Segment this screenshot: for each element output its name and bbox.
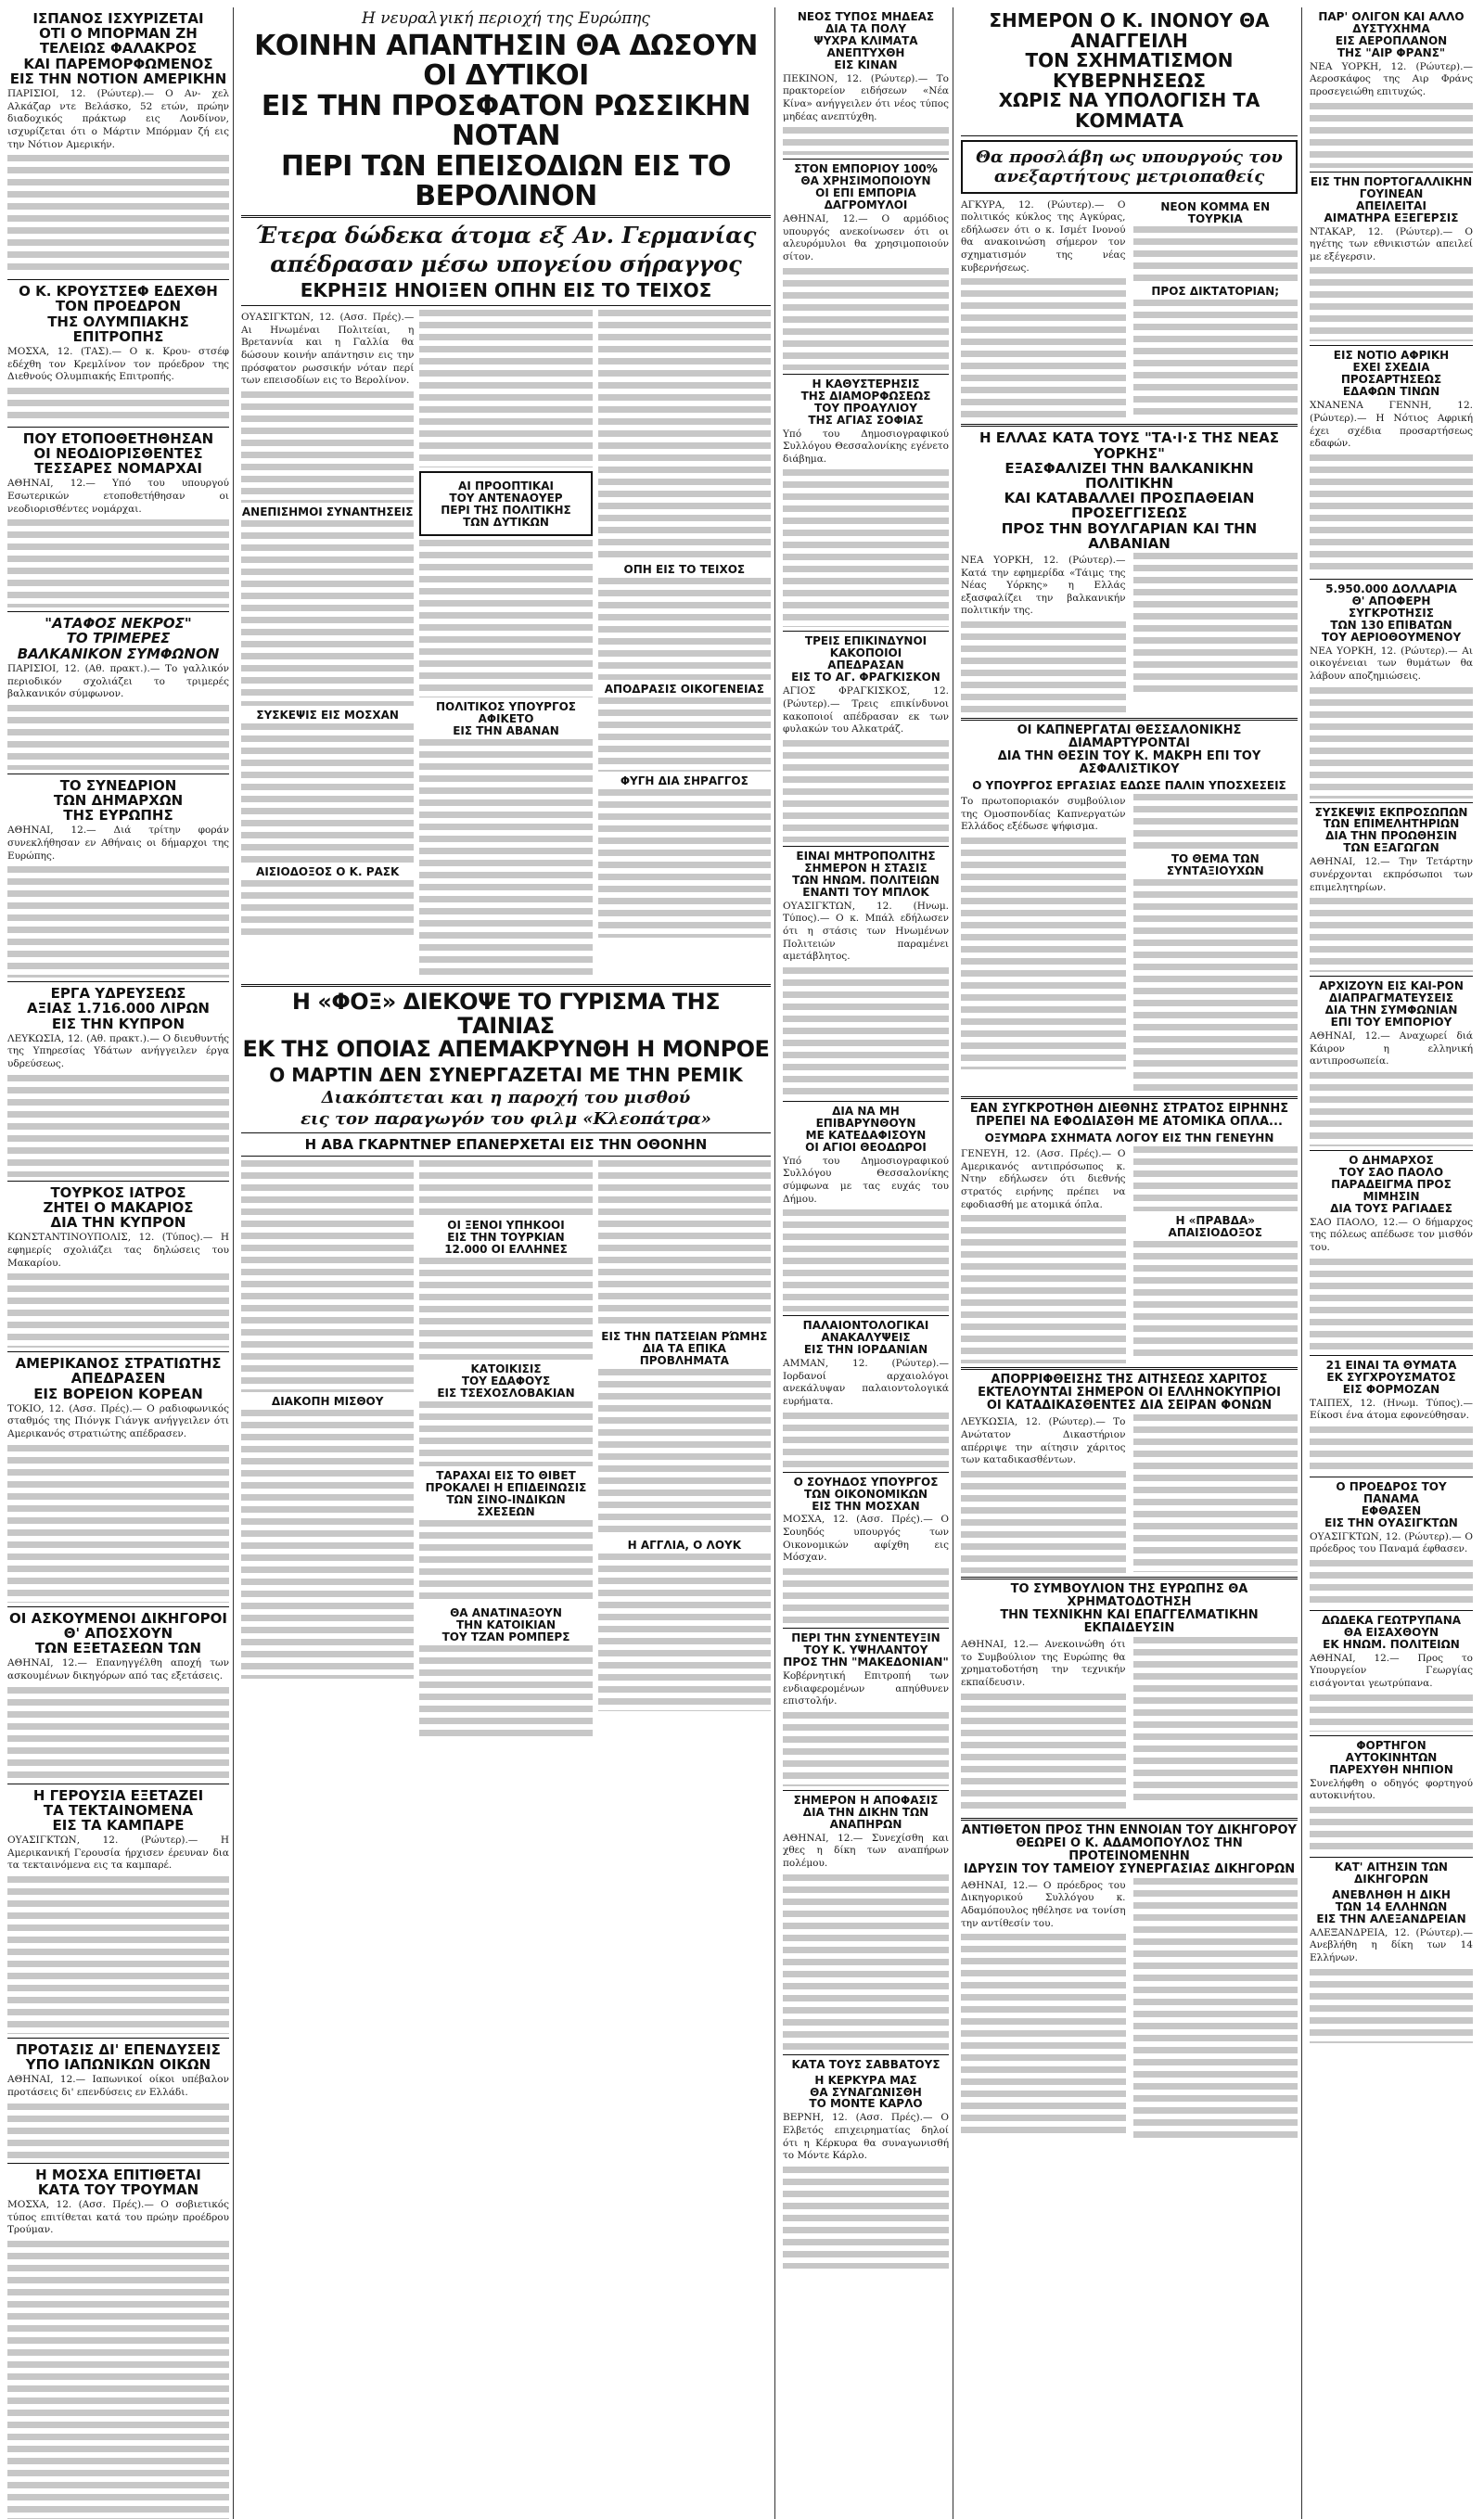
subhead-adenauer: ΑΙ ΠΡΟΟΠΤΙΚΑΙ ΤΟΥ ΑΝΤΕΝΑΟΥΕΡ ΠΕΡΙ ΤΗΣ ΠΟΛΙΤΙΚΗΣ ΤΩΝ ΔΥΤΙΚΩΝ bbox=[441, 479, 571, 529]
text-block bbox=[7, 1687, 229, 1780]
kicker: Η νευραλγική περιοχή της Ευρώπης bbox=[362, 9, 650, 28]
text-block bbox=[1310, 1969, 1473, 2043]
headline-nomarchs: ΠΟΥ ΕΤΟΠΟΘΕΤΗΘΗΣΑΝ ΟΙ ΝΕΟΔΙΟΡΙΣΘΕΝΤΕΣ ΤΕΣΣΑΡΕΣ ΝΟΜΑΡΧΑΙ bbox=[22, 429, 214, 478]
subhead-england: Η ΑΓΓΛΙΑ, Ο ΛΟΥΚ bbox=[627, 1538, 742, 1552]
article-compensation: ΝΕΑ ΥΟΡΚΗ, 12. (Ρώυτερ).— Αι οικογένειαι των θυμάτων θα λάβουν αποζημιώσεις. bbox=[1310, 645, 1473, 682]
article-cairo: ΑΘΗΝΑΙ, 12.— Αναχωρεί διά Κάιρον η ελληνική αντιπροσωπεία. bbox=[1310, 1030, 1473, 1068]
text-block bbox=[7, 388, 229, 423]
headline-cairo: ΑΡΧΙΖΟΥΝ ΕΙΣ ΚΑΙ-ΡΟΝ ΔΙΑΠΡΑΓΜΑΤΕΥΣΕΙΣ ΔΙΑ ΤΗΝ ΣΥΜΦΩΝΙΑΝ ΕΠΙ ΤΟΥ ΕΜΠΟΡΙΟΥ bbox=[1319, 979, 1464, 1029]
text-block bbox=[783, 1712, 949, 1786]
main-headline-berlin: ΚΟΙΝΗΝ ΑΠΑΝΤΗΣΙΝ ΘΑ ΔΩΣΟΥΝ ΟΙ ΔΥΤΙΚΟΙ ΕΙΣ ΤΗΝ ΠΡΟΣΦΑΤΟΝ ΡΩΣΣΙΚΗΝ ΝΟΤΑΝ ΠΕΡΙ ΤΩΝ ΕΠΕΙΣΟΔΙΩΝ ΕΙΣ ΤΟ ΒΕΡΟΛΙΝΟΝ bbox=[254, 30, 758, 212]
article-lawyers: ΑΘΗΝΑΙ, 12.— Επανηγγέλθη αποχή των ασκουμένων δικηγόρων από τας εξετάσεις. bbox=[7, 1657, 229, 1681]
text-block bbox=[7, 2103, 229, 2159]
headline-fox-film: Η «ΦΟΞ» ΔΙΕΚΟΨΕ ΤΟ ΓΥΡΙΣΜΑ ΤΗΣ ΤΑΙΝΙΑΣ ΕΚ ΤΗΣ ΟΠΟΙΑΣ ΑΠΕΜΑΚΡΥΝΘΗ Η ΜΟΝΡΟΕ bbox=[242, 988, 770, 1063]
headline-agia-sofia: Η ΚΑΘΥΣΤΕΡΗΣΙΣ ΤΗΣ ΔΙΑΜΟΡΦΩΣΕΩΣ ΤΟΥ ΠΡΟΑΥΛΙΟΥ ΤΗΣ ΑΓΙΑΣ ΣΟΦΙΑΣ bbox=[800, 377, 931, 427]
headline-air-france: ΠΑΡ' ΟΛΙΓΟΝ ΚΑΙ ΑΛΛΟ ΔΥΣΤΥΧΗΜΑ ΕΙΣ ΑΕΡΟΠΛΑΝΟΝ ΤΗΣ "ΑΙΡ ΦΡΑΝΣ" bbox=[1318, 10, 1465, 59]
text-block bbox=[419, 310, 592, 467]
column-1 bbox=[7, 7, 234, 2519]
headline-lawyers: ΟΙ ΑΣΚΟΥΜΕΝΟΙ ΔΙΚΗΓΟΡΟΙ Θ' ΑΠΟΣΧΟΥΝ ΤΩΝ ΕΞΕΤΑΣΕΩΝ ΤΩΝ bbox=[9, 1609, 227, 1657]
subhead-tunnel: απέδρασαν μέσω υπογείου σήραγγος bbox=[270, 250, 742, 278]
headline-greece-balkan: Η ΕΛΛΑΣ ΚΑΤΑ ΤΟΥΣ "ΤΑ·Ι·Σ ΤΗΣ ΝΕΑΣ ΥΟΡΚΗΣ" ΕΞΑΣΦΑΛΙΖΕΙ ΤΗΝ ΒΑΛΚΑΝΙΚΗΝ ΠΟΛΙΤΙΚΗΝ ΚΑΙ ΚΑΤΑΒΑΛΛΕΙ ΠΡΟΣΠΑΘΕΙΑΝ ΠΡΟΣΕΓΓΙΣΕΩΣ ΠΡΟΣ ΤΗΝ ΒΟΥΛΓΑΡΙΑΝ ΚΑΙ ΤΗΝ ΑΛΒΑΝΙΑΝ bbox=[979, 429, 1279, 552]
article-tobacco: Το πρωτοποριακόν συμβούλιον της Ομοσπονδίας Καπνεργατών Ελλάδος εξέδωσε ψήφισμα. bbox=[961, 796, 1126, 833]
text-block bbox=[783, 127, 949, 155]
article-us-bloc: ΟΥΑΣΙΓΚΤΩΝ, 12. (Ηνωμ. Τύπος).— Ο κ. Μπάλ εδήλωσεν ότι η στάσις των Ηνωμένων Πολιτειών παραμένει αμετάβλητος. bbox=[783, 900, 949, 963]
subhead-labor-minister: Ο ΥΠΟΥΡΓΟΣ ΕΡΓΑΣΙΑΣ ΕΔΩΣΕ ΠΑΛΙΝ ΥΠΟΣΧΕΣΕΙΣ bbox=[972, 779, 1286, 793]
article-cyprus-water: ΛΕΥΚΩΣΙΑ, 12. (Αθ. πρακτ.).— Ο διευθυντής της Υπηρεσίας Υδάτων ανήγγειλεν έργα υδρεύσεως. bbox=[7, 1032, 229, 1070]
headline-senate-cabaret: Η ΓΕΡΟΥΣΙΑ ΕΞΕΤΑΖΕΙ ΤΑ ΤΕΚΤΑΙΝΟΜΕΝΑ ΕΙΣ ΤΑ ΚΑΜΠΑΡΕ bbox=[32, 1786, 204, 1834]
newspaper-page bbox=[7, 7, 1477, 2236]
subhead-family-escape: ΑΠΟΔΡΑΣΙΣ ΟΙΚΟΓΕΝΕΙΑΣ bbox=[604, 682, 764, 696]
headline-corfu: Η ΚΕΡΚΥΡΑ ΜΑΣ ΘΑ ΣΥΝΑΓΩΝΙΣΘΗ ΤΟ ΜΟΝΤΕ ΚΑΡΛΟ bbox=[809, 2073, 923, 2111]
headline-tobacco-workers: ΟΙ ΚΑΠΝΕΡΓΑΤΑΙ ΘΕΣΣΑΛΟΝΙΚΗΣ ΔΙΑΜΑΡΤΥΡΟΝΤΑΙ ΔΙΑ ΤΗΝ ΘΕΣΙΝ ΤΟΥ Κ. ΜΑΚΡΗ ΕΠΙ ΤΟΥ ΑΣΦΑΛΙΣΤΙΚΟΥ bbox=[997, 723, 1261, 777]
subhead-new-party: ΝΕΟΝ ΚΟΜΜΑ ΕΝ ΤΟΥΡΚΙΑ bbox=[1160, 199, 1271, 225]
text-block bbox=[1310, 1072, 1473, 1146]
text-block bbox=[598, 1369, 771, 1536]
text-block bbox=[7, 155, 229, 275]
text-block bbox=[7, 866, 229, 978]
text-block bbox=[419, 1160, 592, 1216]
headline-ava-gardner: Η ΑΒΑ ΓΚΑΡΝΤΝΕΡ ΕΠΑΝΕΡΧΕΤΑΙ ΕΙΣ ΤΗΝ ΟΘΟΝΗΝ bbox=[304, 1135, 708, 1153]
text-block bbox=[1133, 553, 1298, 692]
article-mayors: ΑΘΗΝΑΙ, 12.— Διά τρίτην φοράν συνεκλήθησαν εν Αθήναις οι δήμαρχοι της Ευρώπης. bbox=[7, 825, 229, 862]
article-bormann: ΠΑΡΙΣΙΟΙ, 12. (Ρώυτερ).— Ο Αν- χελ Αλκάζαρ ντε Βελάσκο, 52 ετών, πρώην διαδοχικός πράκτωρ εις Λονδίνον, ισχυρίζεται ότι ο Μάρτιν Μπόρμαν ζή εις την Νότιον Αμερικήν. bbox=[7, 87, 229, 150]
text-block bbox=[1133, 879, 1298, 1093]
text-block bbox=[961, 1471, 1126, 1573]
headline-martin: Ο ΜΑΡΤΙΝ ΔΕΝ ΣΥΝΕΡΓΑΖΕΤΑΙ ΜΕ ΤΗΝ ΡΕΜΙΚ bbox=[269, 1064, 743, 1087]
headline-china-medea: ΝΕΟΣ ΤΥΠΟΣ ΜΗΔΕΑΣ ΔΙΑ ΤΑ ΠΟΛΥ ΨΥΧΡΑ ΚΛΙΜΑΤΑ ΑΝΕΠΤΥΧΘΗ ΕΙΣ ΚΙΝΑΝ bbox=[797, 10, 935, 71]
headline-chambers: ΣΥΣΚΕΨΙΣ ΕΚΠΡΟΣΩΠΩΝ ΤΩΝ ΕΠΙΜΕΛΗΤΗΡΙΩΝ ΔΙΑ ΤΗΝ ΠΡΟΩΘΗΣΙΝ ΤΩΝ ΕΞΑΓΩΓΩΝ bbox=[1314, 805, 1468, 855]
headline-guinea: ΕΙΣ ΤΗΝ ΠΟΡΤΟΓΑΛΛΙΚΗΝ ΓΟΥΙΝΕΑΝ ΑΠΕΙΛΕΙΤΑΙ ΑΙΜΑΤΗΡΑ ΕΞΕΓΕΡΣΙΣ bbox=[1310, 174, 1473, 224]
headline-mayors: ΤΟ ΣΥΝΕΔΡΙΟΝ ΤΩΝ ΔΗΜΑΡΧΩΝ ΤΗΣ ΕΥΡΩΠΗΣ bbox=[53, 776, 184, 825]
article-turkish-doctor: ΚΩΝΣΤΑΝΤΙΝΟΥΠΟΛΙΣ, 12. (Τύπος).— Η εφημερίς σχολιάζει τας δηλώσεις του Μακαρίου. bbox=[7, 1232, 229, 1269]
text-block bbox=[419, 1401, 592, 1466]
article-japanese-investment: ΑΘΗΝΑΙ, 12.— Ιαπωνικοί οίκοι υπέβαλον προτάσεις δι' επενδύσεις εν Ελλάδι. bbox=[7, 2074, 229, 2099]
text-block bbox=[1310, 454, 1473, 575]
headline-cyprus-water: ΕΡΓΑ ΥΔΡΕΥΣΕΩΣ ΑΞΙΑΣ 1.716.000 ΛΙΡΩΝ ΕΙΣ ΤΗΝ ΚΥΠΡΟΝ bbox=[27, 985, 210, 1032]
text-block bbox=[598, 697, 771, 772]
column-4 bbox=[961, 7, 1302, 2519]
headline-alcatraz: ΤΡΕΙΣ ΕΠΙΚΙΝΔΥΝΟΙ ΚΑΚΟΠΟΙΟΙ ΑΠΕΔΡΑΣΑΝ ΕΙΣ ΤΟ ΑΓ. ΦΡΑΓΚΙΣΚΟΝ bbox=[791, 634, 940, 684]
text-block bbox=[961, 1694, 1126, 1814]
text-block bbox=[1310, 1694, 1473, 1732]
headline-truck: ΦΟΡΤΗΓΟΝ ΑΥΤΟΚΙΝΗΤΩΝ ΠΑΡΕΧΥΘΗ ΝΗΠΙΟΝ bbox=[1329, 1738, 1453, 1776]
text-block bbox=[241, 723, 414, 863]
main-headline-inonu: ΣΗΜΕΡΟΝ Ο Κ. ΙΝΟΝΟΥ ΘΑ ΑΝΑΓΓΕΙΛΗ ΤΟΝ ΣΧΗΜΑΤΙΣΜΟΝ ΚΥΒΕΡΝΗΣΕΩΣ ΧΩΡΙΣ ΝΑ ΥΠΟΛΟΓΙΣΗ ΤΑ ΚΟΜΜΑΤΑ bbox=[989, 9, 1270, 132]
headline-formosa: 21 ΕΙΝΑΙ ΤΑ ΘΥΜΑΤΑ ΕΚ ΣΥΓΧΡΟΥΣΜΑΤΟΣ ΕΙΣ ΦΟΡΜΟΖΑΝ bbox=[1325, 1358, 1457, 1396]
headline-adamopoulos: ΑΝΤΙΘΕΤΟΝ ΠΡΟΣ ΤΗΝ ΕΝΝΟΙΑΝ ΤΟΥ ΔΙΚΗΓΟΡΟΥ ΘΕΩΡΕΙ Ο Κ. ΑΔΑΜΟΠΟΥΛΟΣ ΤΗΝ ΠΡΟΤΕΙΝΟΜΕΝΗΝ ΙΔΡΥΣΙΝ ΤΟΥ ΤΑΜΕΙΟΥ ΣΥΝΕΡΓΑΣΙΑΣ ΔΙΚΗΓΟΡΩΝ bbox=[962, 1822, 1297, 1876]
article-khrushchev: ΜΟΣΧΑ, 12. (ΤΑΣ).— Ο κ. Κρου- στσέφ εδέχθη τον Κρεμλίνον τον πρόεδρον της Διεθνούς Ολυμπιακής Επιτροπής. bbox=[7, 345, 229, 383]
subhead-moscow-meeting: ΣΥΣΚΕΨΙΣ ΕΙΣ ΜΟΣΧΑΝ bbox=[256, 708, 399, 722]
headline-truman: Η ΜΟΣΧΑ ΕΠΙΤΙΘΕΤΑΙ ΚΑΤΑ ΤΟΥ ΤΡΟΥΜΑΝ bbox=[35, 2166, 201, 2198]
text-block bbox=[1310, 1426, 1473, 1473]
text-block bbox=[1310, 1560, 1473, 1606]
text-block bbox=[1133, 1241, 1298, 1362]
article-guinea: ΝΤΑΚΑΡ, 12. (Ρώυτερ).— Ο ηγέτης των εθνικιστών απειλεί με εξέγερσιν. bbox=[1310, 225, 1473, 262]
subhead-tunnel-flight: ΦΥΓΗ ΔΙΑ ΣΗΡΑΓΓΟΣ bbox=[620, 774, 748, 787]
headline-peace-army: ΕΑΝ ΣΥΓΚΡΟΤΗΘΗ ΔΙΕΘΝΗΣ ΣΤΡΑΤΟΣ ΕΙΡΗΝΗΣ ΠΡΕΠΕΙ ΝΑ ΕΦΟΔΙΑΣΘΗ ΜΕ ΑΤΟΜΙΚΑ ΟΠΛΑ... bbox=[969, 1102, 1289, 1130]
column-3 bbox=[783, 7, 953, 2519]
text-block bbox=[961, 1934, 1126, 2138]
article-china-medea: ΠΕΚΙΝΟΝ, 12. (Ρώυτερ).— Το πρακτορείον ειδήσεων «Νέα Κίνα» ανήγγειλεν ότι νέος τύπος μηδέας ανεπτύχθη. bbox=[783, 72, 949, 122]
text-block bbox=[7, 2241, 229, 2519]
subhead-moderates: Θα προσλάβη ως υπουργούς του ανεξαρτήτους μετριοπαθείς bbox=[976, 147, 1283, 186]
text-block bbox=[961, 838, 1126, 1069]
article-nomarchs: ΑΘΗΝΑΙ, 12.— Υπό του υπουργού Εσωτερικών ετοποθετήθησαν οι νεοδιορισθέντες νομάρχαι. bbox=[7, 478, 229, 515]
text-block bbox=[1133, 1414, 1298, 1572]
lower-stories bbox=[241, 1160, 771, 1737]
article-agia-sofia: Υπό του Δημοσιογραφικού Συλλόγου Θεσσαλονίκης εγένετο διάβημα. bbox=[783, 428, 949, 465]
article-greece-balkan: ΝΕΑ ΥΟΡΚΗ, 12. (Ρώυτερ).— Κατά την εφημερίδα «Τάιμς της Νέας Υόρκης» η Ελλάς εξασφαλίζει την βαλκανικήν πολιτικήν της. bbox=[961, 554, 1126, 617]
headline-japanese-investment: ΠΡΟΤΑΣΙΣ ΔΙ' ΕΠΕΝΔΥΣΕΙΣ ΥΠΟ ΙΑΠΩΝΙΚΩΝ ΟΙΚΩΝ bbox=[16, 2041, 221, 2074]
text-block bbox=[598, 1554, 771, 1711]
subhead-informal-meetings: ΑΝΕΠΙΣΗΜΟΙ ΣΥΝΑΝΤΗΣΕΙΣ bbox=[241, 505, 414, 518]
subhead-tibet: ΤΑΡΑΧΑΙ ΕΙΣ ΤΟ ΘΙΒΕΤ ΠΡΟΚΑΛΕΙ Η ΕΠΙΔΕΙΝΩΣΙΣ ΤΩΝ ΣΙΝΟ-ΙΝΔΙΚΩΝ ΣΧΕΣΕΩΝ bbox=[425, 1468, 587, 1518]
headline-cypriots-executed: ΑΠΟΡΡΙΦΘΕΙΣΗΣ ΤΗΣ ΑΙΤΗΣΕΩΣ ΧΑΡΙΤΟΣ ΕΚΤΕΛΟΥΝΤΑΙ ΣΗΜΕΡΟΝ ΟΙ ΕΛΛΗΝΟΚΥΠΡΙΟΙ ΟΙ ΚΑΤΑΔΙΚΑΣΘΕΝΤΕΣ ΔΙΑ ΣΕΙΡΑΝ ΦΟΝΩΝ bbox=[978, 1373, 1281, 1413]
article-formosa: ΤΑΙΠΕΧ, 12. (Ηνωμ. Τύπος).— Είκοσι ένα άτομα εφονεύθησαν. bbox=[1310, 1397, 1473, 1422]
text-block bbox=[961, 278, 1126, 417]
subhead-czechoslovakia: ΚΑΤΟΙΚΙΣΙΣ ΤΟΥ ΕΔΑΦΟΥΣ ΕΙΣ ΤΣΕΧΟΣΛΟΒΑΚΙΑΝ bbox=[437, 1362, 575, 1400]
headline-council-europe: ΤΟ ΣΥΜΒΟΥΛΙΟΝ ΤΗΣ ΕΥΡΩΠΗΣ ΘΑ ΧΡΗΜΑΤΟΔΟΤΗΣΗ ΤΗΝ ΤΕΧΝΙΚΗΝ ΚΑΙ ΕΠΑΓΓΕΛΜΑΤΙΚΗΝ ΕΚΠΑΙΔΕΥΣΙΝ bbox=[1000, 1581, 1259, 1636]
subhead-pravda: Η «ΠΡΑΒΔΑ» ΑΠΑΙΣΙΟΔΟΞΟΣ bbox=[1168, 1214, 1262, 1240]
headline-panama: Ο ΠΡΟΕΔΡΟΣ ΤΟΥ ΠΑΝΑΜΑ ΕΦΘΑΣΕΝ ΕΙΣ ΤΗΝ ΟΥΑΣΙΓΚΤΩΝ bbox=[1324, 1479, 1458, 1529]
text-block bbox=[241, 880, 414, 936]
text-block bbox=[783, 1568, 949, 1624]
article-senate-cabaret: ΟΥΑΣΙΓΚΤΩΝ, 12. (Ρώυτερ).— Η Αμερικανική Γερουσία ήρχισεν έρευναν δια τα τεκταινόμενα εις τα καμπαρέ. bbox=[7, 1835, 229, 1872]
article-adamopoulos: ΑΘΗΝΑΙ, 12.— Ο πρόεδρος του Δικηγορικού Συλλόγου κ. Αδαμόπουλος ηθέλησε να τονίση την αντίθεσίν του. bbox=[961, 1879, 1126, 1929]
text-block bbox=[783, 967, 949, 1097]
text-block bbox=[1133, 1146, 1298, 1211]
text-block bbox=[598, 789, 771, 938]
article-invalids-trial: ΑΘΗΝΑΙ, 12.— Συνεχίσθη και χθες η δίκη των αναπήρων πολέμου. bbox=[783, 1832, 949, 1869]
text-block bbox=[241, 391, 414, 503]
inonu-story bbox=[961, 198, 1298, 421]
headline-swedish-minister: Ο ΣΟΥΗΔΟΣ ΥΠΟΥΡΓΟΣ ΤΩΝ ΟΙΚΟΝΟΜΙΚΩΝ ΕΙΣ ΤΗΝ ΜΟΣΧΑΝ bbox=[793, 1475, 939, 1513]
headline-bormann: ΙΣΠΑΝΟΣ ΙΣΧΥΡΙΖΕΤΑΙ ΟΤΙ Ο ΜΠΟΡΜΑΝ ΖΗ ΤΕΛΕΙΩΣ ΦΑΛΑΚΡΟΣ ΚΑΙ ΠΑΡΕΜΟΡΦΩΜΕΝΟΣ ΕΙΣ ΤΗΝ ΝΟΤΙΟΝ ΑΜΕΡΙΚΗΝ bbox=[9, 10, 227, 87]
headline-agioi-theodoroi: ΔΙΑ ΝΑ ΜΗ ΕΠΙΒΑΡΥΝΘΟΥΝ ΜΕ ΚΑΤΕΔΑΦΙΣΟΥΝ ΟΙ ΑΓΙΟΙ ΘΕΟΔΩΡΟΙ bbox=[805, 1104, 927, 1154]
text-block bbox=[7, 1273, 229, 1348]
article-drills: ΑΘΗΝΑΙ, 12.— Προς το Υπουργείον Γεωργίας εισάγονται γεωτρύπανα. bbox=[1310, 1652, 1473, 1690]
text-block bbox=[598, 1160, 771, 1327]
subhead-salary: Διακόπτεται και η παροχή του μισθού bbox=[321, 1087, 691, 1107]
headline-invalids-trial: ΣΗΜΕΡΟΝ Η ΑΠΟΦΑΣΙΣ ΔΙΑ ΤΗΝ ΔΙΚΗΝ ΤΩΝ ΑΝΑΠΗΡΩΝ bbox=[793, 1793, 939, 1831]
article-alcatraz: ΑΓΙΟΣ ΦΡΑΓΚΙΣΚΟΣ, 12. (Ρώυτερ).— Τρεις επικίνδυνοι κακοποιοί απέδρασαν εκ των φυλακών του Αλκατράζ. bbox=[783, 685, 949, 735]
subhead-hole-wall: ΟΠΗ ΕΙΣ ΤΟ ΤΕΙΧΟΣ bbox=[623, 562, 746, 576]
text-block bbox=[1133, 1637, 1298, 1804]
text-block bbox=[1133, 300, 1298, 420]
headline-ypsilantis: ΠΕΡΙ ΤΗΝ ΣΥΝΕΝΤΕΥΞΙΝ ΤΟΥ Κ. ΥΨΗΛΑΝΤΟΥ ΠΡΟΣ ΤΗΝ "ΜΑΚΕΔΟΝΙΑΝ" bbox=[783, 1631, 949, 1669]
article-truman: ΜΟΣΧΑ, 12. (Ασσ. Πρές).— Ο σοβιετικός τύπος επιτίθεται κατά του πρώην προέδρου Τρούμαν. bbox=[7, 2199, 229, 2236]
text-block bbox=[1133, 226, 1298, 282]
headline-compensation: 5.950.000 ΔΟΛΛΑΡΙΑ Θ' ΑΠΟΦΕΡΗ ΣΥΓΚΡΟΤΗΣΙΣ ΤΩΝ 130 ΕΠΙΒΑΤΩΝ ΤΟΥ ΑΕΡΙΟΘΟΥΜΕΝΟΥ bbox=[1321, 582, 1462, 644]
headline-balkan-pact: "ΑΤΑΦΟΣ ΝΕΚΡΟΣ" ΤΟ ΤΡΙΜΕΡΕΣ ΒΑΛΚΑΝΙΚΟΝ ΣΥΜΦΩΝΟΝ bbox=[17, 615, 220, 662]
headline-drills: ΔΩΔΕΚΑ ΓΕΩΤΡΥΠΑΝΑ ΘΑ ΕΙΣΑΧΘΟΥΝ ΕΚ ΗΝΩΜ. ΠΟΛΙΤΕΙΩΝ bbox=[1321, 1613, 1462, 1651]
article-chambers: ΑΘΗΝΑΙ, 12.— Την Τετάρτην συνέρχονται εκπρόσωποι των επιμελητηρίων. bbox=[1310, 856, 1473, 893]
subhead-lawyers-request: ΚΑΤ' ΑΙΤΗΣΙΝ ΤΩΝ ΔΙΚΗΓΟΡΩΝ bbox=[1335, 1860, 1448, 1886]
text-block bbox=[783, 1209, 949, 1311]
text-block bbox=[1310, 898, 1473, 972]
article-panama: ΟΥΑΣΙΓΚΤΩΝ, 12. (Ρώυτερ).— Ο πρόεδρος του Παναμά έφθασεν. bbox=[1310, 1530, 1473, 1555]
text-block bbox=[7, 519, 229, 607]
text-block bbox=[598, 310, 771, 560]
headline-millers: ΣΤΟΝ ΕΜΠΟΡΙΟΥ 100% ΘΑ ΧΡΗΣΙΜΟΠΟΙΟΥΝ ΟΙ ΕΠΙ ΕΜΠΟΡΙΑ ΔΑΓΡΟΜΥΛΟΙ bbox=[794, 162, 938, 212]
article-agioi-theodoroi: Υπό του Δημοσιογραφικού Συλλόγου Θεσσαλονίκης σύμφωνα με τας ευχάς του Δήμου. bbox=[783, 1155, 949, 1205]
subhead-roberts: ΘΑ ΑΝΑΤΙΝΑΞΟΥΝ ΤΗΝ ΚΑΤΟΙΚΙΑΝ ΤΟΥ ΤΖΑΝ ΡΟΜΠΕΡΣ bbox=[441, 1605, 570, 1643]
text-block bbox=[1133, 1878, 1298, 2138]
subhead-saturdays: ΚΑΤΑ ΤΟΥΣ ΣΑΒΒΑΤΟΥΣ bbox=[791, 2057, 940, 2071]
subhead-cleopatra: εις τον παραγωγόν του φιλμ «Κλεοπάτρα» bbox=[301, 1108, 711, 1129]
article-millers: ΑΘΗΝΑΙ, 12.— Ο αρμόδιος υπουργός ανεκοίνωσεν ότι οι αλευρόμυλοι θα χρησιμοποιούν σίτον. bbox=[783, 213, 949, 263]
article-balkan-pact: ΠΑΡΙΣΙΟΙ, 12. (Αθ. πρακτ.).— Το γαλλικόν περιοδικόν σχολιάζει το τριμερές βαλκανικόν σύμφωνον. bbox=[7, 662, 229, 700]
article-inonu: ΑΓΚΥΡΑ, 12. (Ρώυτερ).— Ο πολιτικός κύκλος της Αγκύρας, εδήλωσεν ότι ο κ. Ισμέτ Ινονού θα ανακοινώση σήμερον τον σχηματισμόν της νέας κυβερνήσεως. bbox=[961, 198, 1126, 274]
berlin-story bbox=[241, 310, 771, 980]
subhead-dictatorship: ΠΡΟΣ ΔΙΚΤΑΤΟΡΙΑΝ; bbox=[1151, 285, 1280, 299]
text-block bbox=[961, 621, 1126, 714]
article-truck: Συνελήφθη ο οδηγός φορτηγού αυτοκινήτου. bbox=[1310, 1777, 1473, 1802]
headline-us-bloc: ΕΙΝΑΙ ΜΗΤΡΟΠΟΛΙΤΗΣ ΣΗΜΕΡΟΝ Η ΣΤΑΣΙΣ ΤΩΝ ΗΝΩΜ. ΠΟΛΙΤΕΙΩΝ ΕΝΑΝΤΙ ΤΟΥ ΜΠΛΟΚ bbox=[792, 849, 940, 899]
article-geneva: ΓΕΝΕΥΗ, 12. (Ασσ. Πρές).— Ο Αμερικανός αντιπρόσωπος κ. Ντην εδήλωσεν ότι διεθνής στρατός ειρήνης πρέπει να εφοδιασθή με ατομικά όπλα. bbox=[961, 1148, 1126, 1210]
subhead-rome: ΕΙΣ ΤΗΝ ΠΑΤΣΕΙΑΝ ΡΏΜΗΣ ΔΙΑ ΤΑ ΕΠΙΚΑ ΠΡΟΒΛΗΜΑΤΑ bbox=[601, 1330, 768, 1368]
headline-sao-paolo: Ο ΔΗΜΑΡΧΟΣ ΤΟΥ ΣΑΟ ΠΑΟΛΟ ΠΑΡΑΔΕΙΓΜΑ ΠΡΟΣ ΜΙΜΗΣΙΝ ΔΙΑ ΤΟΥΣ ΡΑΓΙΑΔΕΣ bbox=[1330, 1154, 1452, 1215]
headline-south-africa: ΕΙΣ ΝΟΤΙΟ ΑΦΡΙΚΗ ΕΧΕΙ ΣΧΕΔΙΑ ΠΡΟΣΑΡΤΗΣΕΩΣ ΕΔΑΦΩΝ ΤΙΝΩΝ bbox=[1333, 349, 1450, 399]
article-jordan: ΑΜΜΑΝ, 12. (Ρώυτερ).— Ιορδανοί αρχαιολόγοι ανεκάλυψαν παλαιοντολογικά ευρήματα. bbox=[783, 1358, 949, 1407]
text-block bbox=[1310, 687, 1473, 799]
text-block bbox=[783, 1874, 949, 2051]
text-block bbox=[1310, 1259, 1473, 1351]
text-block bbox=[1310, 267, 1473, 341]
text-block bbox=[1133, 794, 1298, 850]
text-block bbox=[783, 1413, 949, 1468]
text-block bbox=[783, 268, 949, 370]
headline-khrushchev: Ο Κ. ΚΡΟΥΣΤΣΕΦ ΕΔΕΧΘΗ ΤΟΝ ΠΡΟΕΔΡΟΝ ΤΗΣ ΟΛΥΜΠΙΑΚΗΣ ΕΠΙΤΡΟΠΗΣ bbox=[19, 283, 218, 345]
subhead-minister-havana: ΠΟΛΙΤΙΚΟΣ ΥΠΟΥΡΓΟΣ ΑΦΙΚΕΤΟ ΕΙΣ ΤΗΝ ΑΒΑΝΑΝ bbox=[436, 699, 576, 737]
article-sao-paolo: ΣΑΟ ΠΑΟΛΟ, 12.— Ο δήμαρχος της πόλεως απέδωσε τον μισθόν του. bbox=[1310, 1216, 1473, 1254]
subhead-foreign-subjects: ΟΙ ΞΕΝΟΙ ΥΠΗΚΟΟΙ ΕΙΣ ΤΗΝ ΤΟΥΡΚΙΑΝ 12.000 ΟΙ ΕΛΛΗΝΕΣ bbox=[444, 1219, 568, 1257]
article-swedish-minister: ΜΟΣΧΑ, 12. (Ασσ. Πρές).— Ο Σουηδός υπουργός των Οικονομικών αφίχθη εις Μόσχαν. bbox=[783, 1514, 949, 1564]
text-block bbox=[419, 1645, 592, 1738]
text-block bbox=[1310, 1807, 1473, 1853]
subhead-explosion: ΕΚΡΗΞΙΣ ΗΝΟΙΞΕΝ ΟΠΗΝ ΕΙΣ ΤΟ ΤΕΙΧΟΣ bbox=[300, 279, 712, 302]
article-south-africa: ΧΝΑΝΕΝΑ ΓΕΝΝΗ, 12. (Ρώυτερ).— Η Νότιος Αφρική έχει σχέδια προσαρτήσεως εδαφών. bbox=[1310, 400, 1473, 450]
article-council-europe: ΑΘΗΝΑΙ, 12.— Ανεκοινώθη ότι το Συμβούλιον της Ευρώπης θα χρηματοδοτήση την τεχνικήν εκπαίδευσιν. bbox=[961, 1639, 1126, 1689]
text-block bbox=[419, 540, 592, 697]
text-block bbox=[961, 1215, 1126, 1363]
article-corfu: ΒΕΡΝΗ, 12. (Ασσ. Πρές).— Ο Ελβετός επιχειρηματίας δηλοί ότι η Κέρκυρα θα συναγωνισθή το Μόντε Κάρλο. bbox=[783, 2112, 949, 2162]
text-block bbox=[598, 578, 771, 680]
text-block bbox=[783, 2167, 949, 2269]
article-cypriots: ΛΕΥΚΩΣΙΑ, 12. (Ρώυτερ).— Το Ανώτατον Δικαστήριον απέρριψε την αίτησιν χάριτος των καταδικασθέντων. bbox=[961, 1416, 1126, 1466]
text-block bbox=[419, 739, 592, 980]
text-block bbox=[241, 520, 414, 706]
subhead-escape: Έτερα δώδεκα άτομα εξ Αν. Γερμανίας bbox=[255, 222, 757, 249]
text-block bbox=[419, 1258, 592, 1360]
subhead-pensioners: ΤΟ ΘΕΜΑ ΤΩΝ ΣΥΝΤΑΞΙΟΥΧΩΝ bbox=[1166, 852, 1264, 878]
text-block bbox=[7, 1445, 229, 1603]
article-korea-soldier: ΤΟΚΙΟ, 12. (Ασσ. Πρές).— Ο ραδιοφωνικός σταθμός της Πιόνγκ Γιάνγκ ανήγγειλεν ότι Αμερικανός στρατιώτης απέδρασεν. bbox=[7, 1402, 229, 1440]
text-block bbox=[241, 1160, 414, 1392]
text-block bbox=[783, 469, 949, 627]
article-alexandria: ΑΛΕΞΑΝΔΡΕΙΑ, 12. (Ρώυτερ).— Ανεβλήθη η δίκη των 14 Ελλήνων. bbox=[1310, 1926, 1473, 1963]
article-ypsilantis: Κοβέρνητική Επιτροπή των ενδιαφερομένων απηύθυνεν επιστολήν. bbox=[783, 1669, 949, 1707]
article-lead: ΟΥΑΣΙΓΚΤΩΝ, 12. (Ασσ. Πρές).— Αι Ηνωμέναι Πολιτείαι, η Βρεταννία και η Γαλλία θα δώσουν κοινήν απάντησιν εις την πρόσφατον ρωσσικήν νόταν περί των επεισοδίων εις το Βερολίνον. bbox=[241, 311, 415, 387]
text-block bbox=[241, 1410, 414, 1679]
column-5 bbox=[1310, 7, 1477, 2519]
column-2 bbox=[241, 7, 775, 2519]
headline-korea-soldier: ΑΜΕΡΙΚΑΝΟΣ ΣΤΡΑΤΙΩΤΗΣ ΑΠΕΔΡΑΣΕΝ ΕΙΣ ΒΟΡΕΙΟΝ ΚΟΡΕΑΝ bbox=[15, 1355, 222, 1402]
subhead-geneva: ΟΞΥΜΩΡΑ ΣΧΗΜΑΤΑ ΛΟΓΟΥ ΕΙΣ ΤΗΝ ΓΕΝΕΥΗΝ bbox=[984, 1132, 1274, 1145]
headline-alexandria: ΑΝΕΒΛΗΘΗ Η ΔΙΚΗ ΤΩΝ 14 ΕΛΛΗΝΩΝ ΕΙΣ ΤΗΝ ΑΛΕΞΑΝΔΡΕΙΑΝ bbox=[1316, 1887, 1466, 1925]
subhead-salary-cut: ΔΙΑΚΟΠΗ ΜΙΣΘΟΥ bbox=[271, 1395, 384, 1409]
text-block bbox=[7, 1876, 229, 2034]
subhead-rusk: ΑΙΣΙΟΔΟΞΟΣ Ο Κ. ΡΑΣΚ bbox=[256, 864, 400, 878]
article-air-france: ΝΕΑ ΥΟΡΚΗ, 12. (Ρώυτερ).— Αεροσκάφος της Αιρ Φράνς προσεγειώθη επιτυχώς. bbox=[1310, 60, 1473, 98]
text-block bbox=[7, 705, 229, 770]
headline-turkish-doctor: ΤΟΥΡΚΟΣ ΙΑΤΡΟΣ ΖΗΤΕΙ Ο ΜΑΚΑΡΙΟΣ ΔΙΑ ΤΗΝ ΚΥΠΡΟΝ bbox=[43, 1183, 194, 1232]
text-block bbox=[783, 740, 949, 842]
text-block bbox=[7, 1075, 229, 1177]
headline-jordan: ΠΑΛΑΙΟΝΤΟΛΟΓΙΚΑΙ ΑΝΑΚΑΛΥΨΕΙΣ ΕΙΣ ΤΗΝ ΙΟΡΔΑΝΙΑΝ bbox=[802, 1319, 929, 1357]
text-block bbox=[419, 1520, 592, 1604]
text-block bbox=[1310, 103, 1473, 168]
